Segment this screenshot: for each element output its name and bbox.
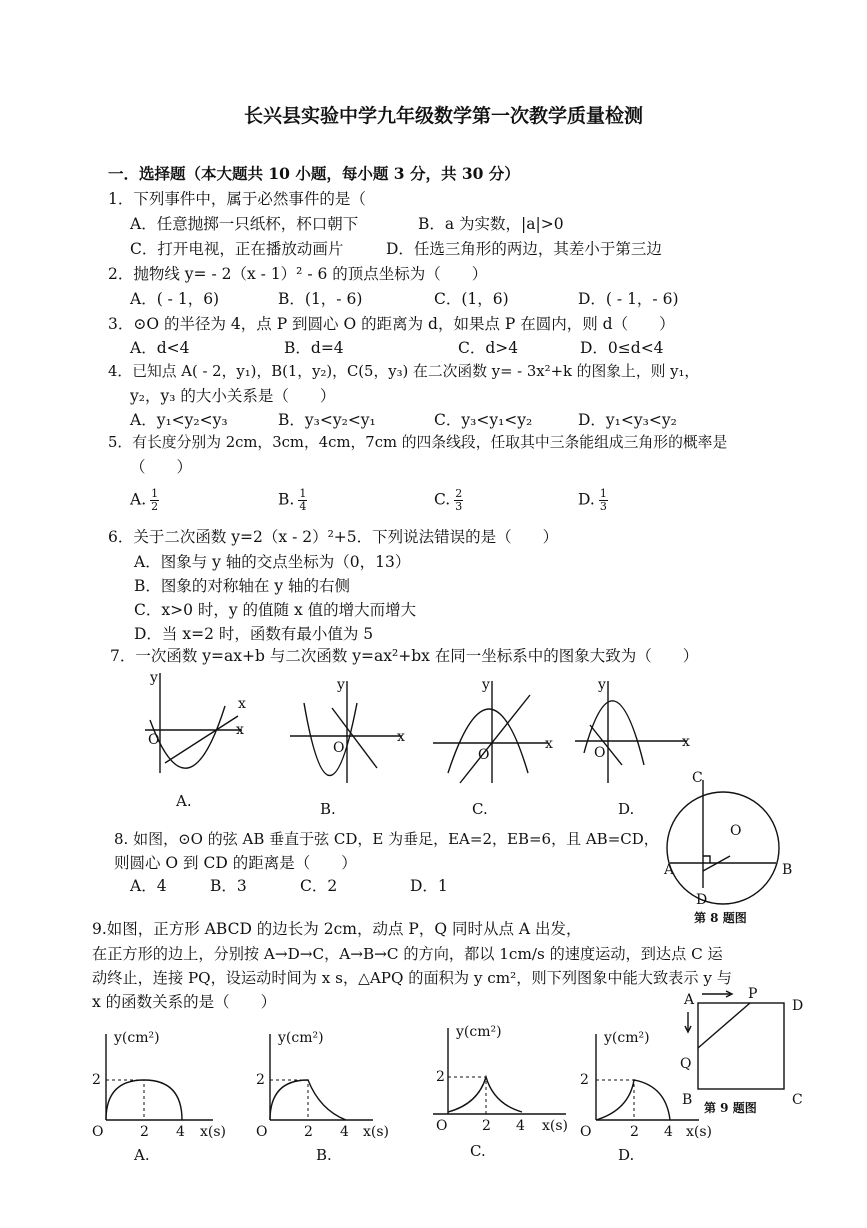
svg-text:O: O [92, 1124, 104, 1140]
q1-option-a: A．任意抛掷一只纸杯，杯口朝下 [130, 215, 359, 233]
q2-option-d: D．( - 1，- 6) [578, 290, 679, 308]
svg-text:y: y [337, 677, 345, 693]
q2-option-c: C．(1，6) [434, 290, 509, 308]
q1-stem: 1．下列事件中，属于必然事件的是（ [108, 190, 366, 208]
q8-figure [660, 768, 800, 928]
svg-text:4: 4 [176, 1124, 185, 1140]
svg-text:A: A [684, 992, 695, 1008]
q7-label-d: D. [618, 800, 635, 818]
q7-label-b: B. [320, 800, 336, 818]
q9-graph-a [88, 1028, 238, 1150]
svg-text:2: 2 [436, 1069, 445, 1085]
q4-stem-2: y₂，y₃ 的大小关系是（ ） [130, 387, 336, 405]
q6-stem: 6．关于二次函数 y=2（x - 2）²+5．下列说法错误的是（ ） [108, 528, 559, 546]
q1-option-c: C．打开电视，正在播放动画片 [130, 240, 344, 258]
svg-text:C: C [792, 1092, 803, 1108]
q4-option-b: B．y₃<y₂<y₁ [278, 411, 376, 429]
svg-text:x(s): x(s) [686, 1124, 713, 1140]
page-title: 长兴县实验中学九年级数学第一次教学质量检测 [244, 105, 644, 127]
svg-text:x: x [545, 736, 553, 752]
q2-option-a: A．( - 1，6) [130, 290, 220, 308]
q8-stem-1: 8. 如图，⊙O 的弦 AB 垂直于弦 CD，E 为垂足，EA=2，EB=6，且 AB=CD， [114, 830, 659, 848]
q9-stem-1: 9.如图，正方形 ABCD 的边长为 2cm，动点 P，Q 同时从点 A 出发， [92, 920, 582, 938]
q8-option-b: B．3 [210, 877, 247, 895]
svg-text:D: D [792, 998, 804, 1014]
q4-option-c: C．y₃<y₁<y₂ [434, 411, 533, 429]
q4-stem-1: 4．已知点 A( - 2，y₁)，B(1，y₂)，C(5，y₃) 在二次函数 y= - 3x²+k 的图象上，则 y₁， [108, 363, 700, 380]
svg-text:4: 4 [516, 1118, 525, 1134]
q7-label-a: A. [176, 792, 192, 810]
q4-option-a: A．y₁<y₂<y₃ [130, 411, 228, 429]
q9-stem-2: 在正方形的边上，分别按 A→D→C，A→B→C 的方向，都以 1cm/s 的速度运动，到达点 C 运 [92, 945, 723, 963]
q3-option-d: D．0≤d<4 [580, 339, 664, 357]
q5-stem-1: 5．有长度分别为 2cm，3cm，4cm，7cm 的四条线段，任取其中三条能组成三角形的概率是 [108, 434, 728, 451]
svg-text:y: y [598, 677, 606, 693]
svg-text:2: 2 [140, 1124, 149, 1140]
svg-text:O: O [436, 1118, 448, 1134]
svg-text:y(cm²): y(cm²) [278, 1030, 324, 1046]
q6-option-a: A．图象与 y 轴的交点坐标为（0，13） [134, 553, 411, 571]
q3-stem: 3．⊙O 的半径为 4，点 P 到圆心 O 的距离为 d，如果点 P 在圆内，则 d（ ） [108, 315, 675, 333]
svg-text:y(cm²): y(cm²) [456, 1024, 502, 1040]
q5-option-c: C. $\frac{2}{3}$ [434, 487, 463, 513]
q1-option-d: D．任选三角形的两边，其差小于第三边 [386, 240, 662, 258]
svg-text:O: O [594, 745, 606, 761]
q5-option-a: A. $\frac{1}{2}$ [130, 487, 159, 513]
q8-option-d: D．1 [410, 877, 448, 895]
svg-text:B: B [682, 1092, 693, 1108]
q5-option-d: D. $\frac{1}{3}$ [578, 487, 607, 513]
svg-text:2: 2 [580, 1072, 589, 1088]
q6-option-c: C．x>0 时，y 的值随 x 值的增大而增大 [134, 601, 417, 619]
svg-text:Q: Q [680, 1056, 692, 1072]
q9-label-c: C. [470, 1142, 486, 1160]
svg-text:2: 2 [304, 1124, 313, 1140]
q8-stem-2: 则圆心 O 到 CD 的距离是（ ） [114, 854, 357, 872]
q6-option-d: D．当 x=2 时，函数有最小值为 5 [134, 625, 374, 643]
svg-text:A: A [664, 862, 675, 878]
svg-text:2: 2 [92, 1072, 101, 1088]
svg-text:x(s): x(s) [542, 1118, 569, 1134]
q3-option-b: B．d=4 [284, 339, 344, 357]
svg-text:O: O [256, 1124, 268, 1140]
section-header: 一．选择题（本大题共 10 小题，每小题 3 分，共 30 分） [108, 164, 520, 183]
q5-stem-2: （ ） [130, 458, 193, 476]
svg-text:O: O [148, 732, 160, 748]
q7-graph-c [430, 673, 555, 788]
q9-graph-d [574, 1028, 724, 1150]
svg-text:P: P [748, 986, 758, 1002]
svg-text:x(s): x(s) [363, 1124, 390, 1140]
svg-text:x: x [236, 722, 244, 738]
q9-label-b: B. [316, 1146, 332, 1164]
svg-text:第 9 题图: 第 9 题图 [704, 1101, 757, 1115]
q9-graph-c [428, 1022, 588, 1144]
svg-text:4: 4 [340, 1124, 349, 1140]
q2-option-b: B．(1，- 6) [278, 290, 363, 308]
svg-text:D: D [696, 892, 708, 908]
q4-option-d: D．y₁<y₃<y₂ [578, 411, 677, 429]
q7-label-c: C. [472, 800, 488, 818]
svg-text:O: O [730, 823, 742, 839]
svg-text:2: 2 [630, 1124, 639, 1140]
svg-text:2: 2 [482, 1118, 491, 1134]
svg-text:第 8 题图: 第 8 题图 [694, 911, 747, 925]
svg-text:y: y [150, 670, 158, 686]
svg-text:O: O [580, 1124, 592, 1140]
q2-stem: 2．抛物线 y= - 2（x - 1）² - 6 的顶点坐标为（ ） [108, 265, 488, 283]
svg-text:O: O [478, 747, 490, 763]
svg-text:C: C [692, 770, 703, 786]
q9-label-a: A. [134, 1146, 150, 1164]
q7-graph-a [140, 668, 250, 778]
svg-text:2: 2 [256, 1072, 265, 1088]
q9-stem-4: x 的函数关系的是（ ） [92, 993, 277, 1011]
svg-text:y: y [482, 677, 490, 693]
q9-graph-b [248, 1028, 398, 1150]
svg-text:y(cm²): y(cm²) [114, 1030, 160, 1046]
svg-text:y(cm²): y(cm²) [604, 1030, 650, 1046]
svg-text:B: B [782, 862, 793, 878]
svg-text:x: x [682, 734, 690, 750]
q6-option-b: B．图象的对称轴在 y 轴的右侧 [134, 577, 351, 595]
q9-label-d: D. [618, 1146, 635, 1164]
svg-text:x: x [397, 729, 405, 745]
q1-option-b: B．a 为实数，|a|>0 [418, 215, 564, 233]
svg-text:x(s): x(s) [200, 1124, 227, 1140]
q3-option-a: A．d<4 [130, 339, 190, 357]
q5-option-b: B. $\frac{1}{4}$ [278, 487, 307, 513]
q7-stem: 7．一次函数 y=ax+b 与二次函数 y=ax²+bx 在同一坐标系中的图象大致为（ ） [110, 647, 699, 665]
svg-text:x: x [238, 696, 246, 712]
q7-graph-b [287, 673, 412, 788]
q3-option-c: C．d>4 [458, 339, 519, 357]
q8-option-a: A．4 [130, 877, 167, 895]
q8-option-c: C．2 [300, 877, 338, 895]
svg-text:4: 4 [664, 1124, 673, 1140]
q9-stem-3: 动终止，连接 PQ，设运动时间为 x s，△APQ 的面积为 y cm²，则下列图象中能大致表示 y 与 [92, 969, 732, 987]
svg-text:O: O [333, 740, 345, 756]
